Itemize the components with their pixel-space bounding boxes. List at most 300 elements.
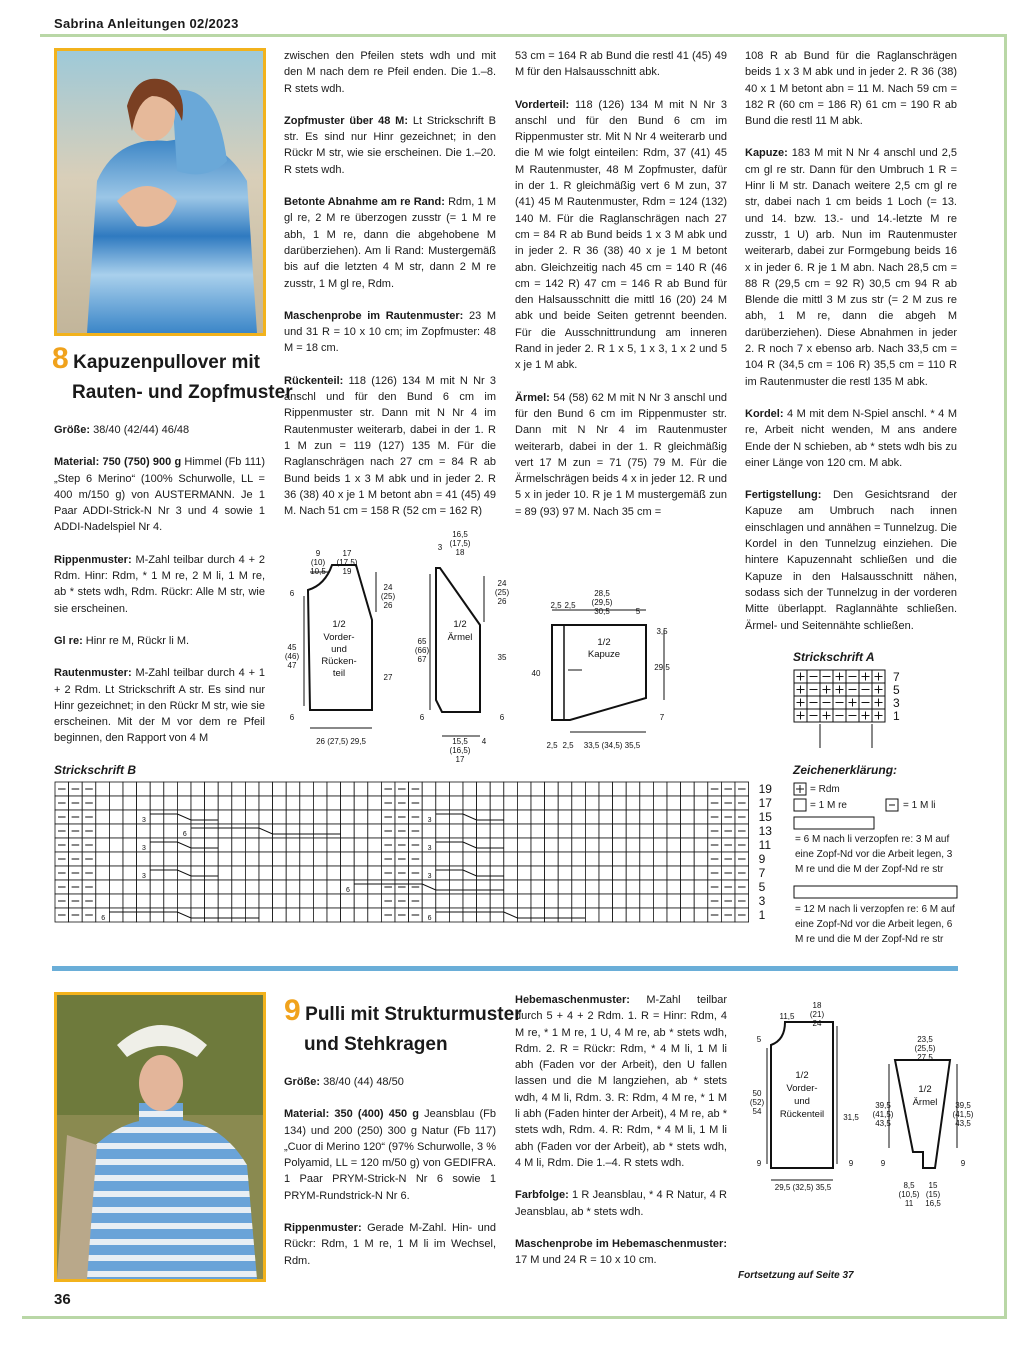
chart-b-cell bbox=[69, 880, 83, 894]
chart-b-cell bbox=[640, 796, 654, 810]
chart-b-cell bbox=[599, 852, 613, 866]
chart-b-cell bbox=[708, 908, 722, 922]
chart-b-cell bbox=[409, 894, 423, 908]
chart-b-cell bbox=[123, 894, 137, 908]
a8c4-paragraph bbox=[745, 48, 957, 129]
svg-text:11,5: 11,5 bbox=[779, 1012, 795, 1021]
chart-b-cell bbox=[585, 894, 599, 908]
chart-b-cell bbox=[137, 824, 151, 838]
chart-b-cell bbox=[286, 880, 300, 894]
chart-b-cell bbox=[477, 908, 491, 922]
chart-b-cell bbox=[585, 866, 599, 880]
chart-b-cell bbox=[381, 824, 395, 838]
chart-b-cell bbox=[273, 824, 287, 838]
chart-b-cell bbox=[395, 880, 409, 894]
a8c1-paragraph-text: 38/40 (42/44) 46/48 bbox=[90, 424, 190, 436]
chart-b-cell bbox=[667, 810, 681, 824]
chart-b-cell bbox=[69, 824, 83, 838]
chart-b-cell bbox=[191, 782, 205, 796]
svg-text:6: 6 bbox=[182, 831, 187, 838]
chart-b-cell bbox=[82, 810, 96, 824]
chart-b-cell bbox=[667, 824, 681, 838]
a9c1-paragraph-text: 38/40 (44) 48/50 bbox=[320, 1076, 404, 1088]
chart-b-cell bbox=[69, 810, 83, 824]
svg-text:31,5: 31,5 bbox=[843, 1113, 859, 1122]
svg-text:18: 18 bbox=[812, 1001, 822, 1010]
chart-b-cell bbox=[381, 852, 395, 866]
article-divider bbox=[52, 966, 958, 971]
chart-b-cell bbox=[477, 824, 491, 838]
chart-b-cell bbox=[273, 908, 287, 922]
chart-b-cell bbox=[681, 810, 695, 824]
chart-b-cell bbox=[613, 796, 627, 810]
svg-text:Rücken-: Rücken- bbox=[321, 656, 357, 667]
a8c2-paragraph bbox=[284, 194, 496, 292]
chart-b-cell bbox=[205, 810, 219, 824]
svg-text:und: und bbox=[331, 644, 347, 655]
chart-b-cell bbox=[96, 810, 110, 824]
a8c4-paragraph bbox=[745, 406, 957, 471]
legend-mli: = 1 M li bbox=[903, 800, 936, 811]
chart-a-cell bbox=[820, 709, 833, 722]
svg-text:(15): (15) bbox=[925, 1190, 941, 1199]
chart-b-cell bbox=[572, 782, 586, 796]
chart-b-cell bbox=[137, 852, 151, 866]
a8c2-paragraph-label: Zopfmuster über 48 M: bbox=[284, 114, 409, 127]
chart-b-cell bbox=[490, 880, 504, 894]
chart-b-cell bbox=[572, 810, 586, 824]
svg-text:2,5: 2,5 bbox=[546, 741, 558, 750]
chart-b-cell bbox=[341, 838, 355, 852]
chart-b-cell bbox=[177, 782, 191, 796]
chart-b-cell bbox=[137, 880, 151, 894]
a8c1-paragraph-text: M-Zahl teilbar durch 4 + 2 Rdm. Hinr: Rdm, * 1 M re, 2 M li, 1 M re, ab * stets wdh, Rdm. Rückr: Alle M str, wie sie erscheinen. bbox=[54, 553, 265, 615]
chart-b-cell bbox=[599, 894, 613, 908]
chart-b-cell bbox=[205, 824, 219, 838]
chart-b-cell bbox=[436, 796, 450, 810]
svg-text:5: 5 bbox=[635, 607, 641, 616]
chart-b-cell bbox=[409, 810, 423, 824]
chart-b-cell bbox=[490, 866, 504, 880]
chart-b-cell bbox=[721, 838, 735, 852]
chart-b-cell bbox=[55, 782, 69, 796]
chart-b-cell bbox=[381, 866, 395, 880]
chart-b-cell bbox=[409, 908, 423, 922]
svg-text:24: 24 bbox=[812, 1019, 822, 1028]
magazine-header: Sabrina Anleitungen 02/2023 bbox=[54, 16, 239, 31]
chart-b-cell bbox=[245, 796, 259, 810]
chart-b-cell bbox=[626, 852, 640, 866]
chart-b-cell bbox=[137, 894, 151, 908]
chart-b-cell bbox=[667, 908, 681, 922]
chart-b-cell bbox=[69, 866, 83, 880]
chart-b-cell bbox=[558, 852, 572, 866]
chart-b-cell bbox=[653, 866, 667, 880]
chart-b-cell bbox=[599, 810, 613, 824]
svg-text:(17,5): (17,5) bbox=[336, 558, 358, 567]
chart-b-cell bbox=[436, 852, 450, 866]
svg-text:3: 3 bbox=[142, 817, 146, 824]
chart-b-cell bbox=[286, 894, 300, 908]
chart-b-cell bbox=[585, 908, 599, 922]
chart-b-cell bbox=[82, 894, 96, 908]
chart-b-cell bbox=[721, 894, 735, 908]
chart-b-cell bbox=[735, 894, 749, 908]
chart-b-cell bbox=[531, 796, 545, 810]
chart-b-cell bbox=[123, 866, 137, 880]
chart-b-cell bbox=[422, 796, 436, 810]
chart-b-cell bbox=[300, 852, 314, 866]
chart-b-cell bbox=[721, 852, 735, 866]
chart-b-cell bbox=[232, 796, 246, 810]
chart-b-cell bbox=[490, 838, 504, 852]
strickschrift-b-title: Strickschrift B bbox=[54, 763, 137, 777]
a9c1-paragraph-text: Jeansblau (Fb 134) und 200 (250) 300 g Natur (Fb 117) „Cuor di Merino 120“ (97% Schurwolle, 3 % Polyamid, LL = 120 m/50 g) von GEDIFRA. 1 Paar PRYM-Strick-N Nr 6 sowie 1 PRYM-Rundstrick-N Nr 6. bbox=[284, 1108, 496, 1202]
chart-b-cell bbox=[694, 908, 708, 922]
chart-b-cell bbox=[653, 810, 667, 824]
svg-text:28,5: 28,5 bbox=[594, 589, 610, 598]
chart-b-cell bbox=[735, 866, 749, 880]
chart-b-cell bbox=[109, 880, 123, 894]
chart-b-cell bbox=[463, 894, 477, 908]
chart-b-cell bbox=[96, 824, 110, 838]
chart-b-cell bbox=[123, 880, 137, 894]
chart-b-cell bbox=[300, 782, 314, 796]
svg-text:9: 9 bbox=[756, 1159, 762, 1168]
chart-b-cell bbox=[449, 838, 463, 852]
chart-b-cell bbox=[477, 894, 491, 908]
chart-a-cell bbox=[872, 709, 885, 722]
chart-b-cell bbox=[205, 908, 219, 922]
a8c4-paragraph-label: Kapuze: bbox=[745, 147, 788, 160]
svg-text:65: 65 bbox=[417, 637, 427, 646]
svg-text:15,5: 15,5 bbox=[452, 737, 468, 746]
chart-b-cell bbox=[69, 782, 83, 796]
chart-b-cell bbox=[572, 894, 586, 908]
chart-b-cell bbox=[653, 908, 667, 922]
chart-b-cell bbox=[218, 852, 232, 866]
chart-b-cell bbox=[409, 838, 423, 852]
chart-b-cell bbox=[694, 796, 708, 810]
a9c2-paragraph-label: Farbfolge: bbox=[515, 1189, 569, 1202]
chart-b-cell bbox=[531, 908, 545, 922]
chart-b-cell bbox=[558, 782, 572, 796]
svg-text:6: 6 bbox=[427, 915, 432, 922]
chart-b-cell bbox=[82, 796, 96, 810]
chart-b-cell bbox=[286, 852, 300, 866]
svg-text:3: 3 bbox=[427, 873, 432, 880]
chart-b-cell bbox=[327, 810, 341, 824]
page-number: 36 bbox=[54, 1291, 71, 1308]
chart-a-cell bbox=[794, 683, 807, 696]
chart-b-cell bbox=[55, 908, 69, 922]
a8c2-paragraph-label: Betonte Abnahme am re Rand: bbox=[284, 196, 445, 209]
chart-b-cell bbox=[640, 824, 654, 838]
chart-b-cell bbox=[109, 866, 123, 880]
chart-b-cell bbox=[177, 796, 191, 810]
legend-cable-12: = 12 M nach li verzopfen re: 6 M auf eine Zopf-Nd vor die Arbeit legen, 6 M re und die M der Zopf-Nd re str bbox=[795, 904, 955, 945]
chart-b-cell bbox=[626, 838, 640, 852]
chart-b-cell bbox=[708, 810, 722, 824]
chart-b-cell bbox=[245, 838, 259, 852]
chart-b-cell bbox=[694, 810, 708, 824]
chart-b-cell bbox=[653, 824, 667, 838]
svg-text:2,5: 2,5 bbox=[564, 601, 576, 610]
svg-text:27,5: 27,5 bbox=[917, 1053, 933, 1062]
a9c1-paragraph-label: Größe: bbox=[284, 1076, 321, 1088]
svg-text:40: 40 bbox=[531, 669, 541, 678]
chart-b-cell bbox=[313, 866, 327, 880]
svg-text:54: 54 bbox=[752, 1107, 762, 1116]
chart-b-cell bbox=[708, 880, 722, 894]
svg-text:3,5: 3,5 bbox=[656, 627, 668, 636]
svg-text:43,5: 43,5 bbox=[955, 1119, 971, 1128]
chart-b-cell bbox=[55, 838, 69, 852]
chart-b-cell bbox=[721, 782, 735, 796]
chart-b-cell bbox=[164, 782, 178, 796]
chart-b-cell bbox=[490, 824, 504, 838]
chart-b-cell bbox=[640, 852, 654, 866]
chart-b-cell bbox=[218, 810, 232, 824]
chart-b-cell bbox=[613, 810, 627, 824]
chart-b-cell bbox=[232, 880, 246, 894]
chart-b-cell bbox=[55, 824, 69, 838]
chart-b-cell bbox=[150, 852, 164, 866]
chart-b-cell bbox=[517, 824, 531, 838]
chart-b-cell bbox=[273, 852, 287, 866]
chart-b-cell bbox=[109, 894, 123, 908]
svg-text:29,5 (32,5) 35,5: 29,5 (32,5) 35,5 bbox=[774, 1183, 832, 1192]
chart-b-cell bbox=[436, 880, 450, 894]
legend-mre: = 1 M re bbox=[810, 800, 847, 811]
chart-b-cell bbox=[504, 838, 518, 852]
chart-b-cell bbox=[667, 782, 681, 796]
svg-text:35: 35 bbox=[497, 653, 507, 662]
a8c2-paragraph-label: Rückenteil: bbox=[284, 374, 344, 387]
chart-b-cell bbox=[613, 866, 627, 880]
svg-text:(29,5): (29,5) bbox=[591, 598, 613, 607]
chart-b-cell bbox=[640, 894, 654, 908]
chart-a-cell bbox=[820, 696, 833, 709]
chart-b-cell bbox=[245, 852, 259, 866]
svg-text:Vorder-: Vorder- bbox=[786, 1083, 818, 1094]
chart-b-cell bbox=[354, 824, 368, 838]
chart-b-cell bbox=[626, 824, 640, 838]
chart-a-cell bbox=[859, 683, 872, 696]
article-9-title bbox=[284, 994, 522, 1056]
svg-text:(25,5): (25,5) bbox=[914, 1044, 936, 1053]
a8c1-paragraph-text: M-Zahl teilbar durch 4 + 1 + 2 Rdm. Lt Strickschrift A str. Es sind nur Hinr gezeichnet; in den Rückr M str, wie sie erscheinen. Mit der M vor dem re Pfeil beginnen, den Rapport von 4 M bbox=[54, 667, 265, 745]
svg-text:(46): (46) bbox=[284, 652, 300, 661]
chart-b-cell bbox=[313, 880, 327, 894]
chart-b-cell bbox=[613, 824, 627, 838]
chart-b-cell bbox=[626, 782, 640, 796]
chart-a-cell bbox=[833, 670, 846, 683]
chart-b-cell bbox=[232, 908, 246, 922]
chart-b-cell bbox=[558, 824, 572, 838]
photo-striped-pullover bbox=[54, 992, 266, 1282]
chart-b-cell bbox=[545, 796, 559, 810]
chart-b-cell bbox=[123, 852, 137, 866]
chart-b-cell bbox=[109, 796, 123, 810]
chart-b-cell bbox=[55, 796, 69, 810]
chart-b-cell bbox=[708, 894, 722, 908]
chart-b-cell bbox=[422, 894, 436, 908]
chart-a-cell bbox=[859, 709, 872, 722]
a8c2-paragraph-text: 118 (126) 134 M mit N Nr 3 anschl und für den Bund 6 cm im Rippenmuster str. Dann mit N Nr 4 im Rautenmuster weiterarb, dabei in der 1. R 1 M zun = 119 (127) 135 M. Für die Raglanschrägen nach 27 cm = 84 R ab Bund beids 1 x 3 M abk und in jeder 2. R 36 (38) 40 x je 1 M betont abn = 41 (45) 49 M. Nach 51 cm = 158 R (52 cm = 162 R) bbox=[284, 374, 496, 518]
chart-b-cell bbox=[354, 838, 368, 852]
chart-b-cell bbox=[545, 838, 559, 852]
chart-b-cell bbox=[300, 866, 314, 880]
chart-b-cell bbox=[232, 838, 246, 852]
chart-b-cell bbox=[150, 894, 164, 908]
article-9-title-line1: Pulli mit Strukturmuster bbox=[305, 1004, 522, 1025]
a8c4-paragraph-label: Fertigstellung: bbox=[745, 489, 822, 502]
a9c1-paragraph-label: Material: 350 (400) 450 g bbox=[284, 1108, 420, 1121]
svg-text:Vorder-: Vorder- bbox=[323, 632, 355, 643]
chart-b-cell bbox=[640, 866, 654, 880]
a8c4-paragraph-label: Kordel: bbox=[745, 407, 784, 420]
article-9-schematics bbox=[745, 1000, 985, 1215]
chart-b-cell bbox=[327, 894, 341, 908]
chart-b-cell bbox=[82, 838, 96, 852]
chart-b-cell bbox=[273, 866, 287, 880]
chart-b-cell bbox=[164, 838, 178, 852]
chart-b-cell bbox=[82, 782, 96, 796]
chart-b-cell bbox=[694, 866, 708, 880]
chart-b-cell bbox=[531, 852, 545, 866]
chart-b-cell bbox=[558, 894, 572, 908]
chart-b-cell bbox=[449, 852, 463, 866]
chart-b-cell bbox=[313, 810, 327, 824]
article-9-column-1 bbox=[284, 1074, 496, 1285]
svg-text:24: 24 bbox=[383, 583, 393, 592]
chart-b-cell bbox=[477, 880, 491, 894]
chart-b-cell bbox=[273, 880, 287, 894]
chart-b-cell bbox=[381, 894, 395, 908]
chart-b-cell bbox=[313, 796, 327, 810]
chart-a-cell bbox=[872, 696, 885, 709]
chart-b-cell bbox=[409, 880, 423, 894]
chart-b-cell bbox=[164, 852, 178, 866]
a9c1-paragraph bbox=[284, 1074, 496, 1090]
a9c2-paragraph bbox=[515, 992, 727, 1171]
chart-b-cell bbox=[381, 796, 395, 810]
a8c4-paragraph-text: 4 M mit dem N-Spiel anschl. * 4 M re, Arbeit nicht wenden, M ans andere Ende der N schieben, ab * stets wdh bis zu einer Länge von 120 cm. M abk. bbox=[745, 407, 957, 469]
chart-b-cell bbox=[273, 782, 287, 796]
chart-b-cell bbox=[368, 866, 382, 880]
chart-a-cell bbox=[846, 709, 859, 722]
chart-b-cell bbox=[681, 824, 695, 838]
chart-b-cell bbox=[449, 810, 463, 824]
chart-b-cell bbox=[694, 880, 708, 894]
chart-b-cell bbox=[191, 866, 205, 880]
chart-a-cell bbox=[807, 670, 820, 683]
chart-b-cell bbox=[395, 824, 409, 838]
a8c1-paragraph-label: Gl re: bbox=[54, 634, 83, 647]
chart-b-cell bbox=[585, 796, 599, 810]
chart-b-cell bbox=[164, 866, 178, 880]
chart-b-cell bbox=[273, 796, 287, 810]
chart-b-cell bbox=[504, 866, 518, 880]
chart-a-row-label: 7 bbox=[893, 670, 900, 684]
chart-b-cell bbox=[545, 894, 559, 908]
chart-b-cell bbox=[490, 908, 504, 922]
chart-b-cell bbox=[109, 824, 123, 838]
chart-b-cell bbox=[653, 782, 667, 796]
chart-b-cell bbox=[735, 838, 749, 852]
svg-text:1/2: 1/2 bbox=[597, 637, 611, 648]
chart-a-cell bbox=[846, 683, 859, 696]
legend-title: Zeichenerklärung: bbox=[793, 763, 898, 777]
chart-a-cell bbox=[872, 683, 885, 696]
chart-b-cell bbox=[368, 908, 382, 922]
svg-text:23,5: 23,5 bbox=[917, 1035, 933, 1044]
svg-text:27: 27 bbox=[383, 673, 393, 682]
chart-a-cell bbox=[794, 709, 807, 722]
chart-b-cell bbox=[477, 796, 491, 810]
svg-text:17: 17 bbox=[342, 549, 352, 558]
chart-a-cell bbox=[820, 670, 833, 683]
svg-text:3: 3 bbox=[142, 845, 146, 852]
chart-b-cell bbox=[123, 782, 137, 796]
chart-b-cell bbox=[626, 880, 640, 894]
chart-b-cell bbox=[545, 908, 559, 922]
chart-b-cell bbox=[327, 838, 341, 852]
a8c2-paragraph-text: Lt Strickschrift B str. Es sind nur Hinr gezeichnet; in den Rückr M str, wie sie erscheinen. Die 1.–20. R stets wdh. bbox=[284, 114, 496, 176]
svg-text:(17,5): (17,5) bbox=[449, 539, 471, 548]
chart-b-cell bbox=[531, 782, 545, 796]
svg-text:10,5: 10,5 bbox=[310, 567, 326, 576]
svg-text:(41,5): (41,5) bbox=[872, 1110, 894, 1119]
chart-b-cell bbox=[721, 824, 735, 838]
article-8-column-3 bbox=[515, 48, 727, 536]
chart-b-cell bbox=[313, 824, 327, 838]
a8c1-paragraph bbox=[54, 552, 265, 617]
chart-b-cell bbox=[354, 880, 368, 894]
chart-b-cell bbox=[313, 838, 327, 852]
chart-b-cell bbox=[259, 810, 273, 824]
a8c3-paragraph-text: 54 (58) 62 M mit N Nr 3 anschl und für den Bund 6 cm im Rippenmuster str. Dann mit N Nr 4 im Rautenmuster weiterarb, dabei in der 1. R gleichmäßig vert 17 M zun = 71 (75) 79 M. Für die Ärmelschrägen beids 4 x in jeder 12. R und 5 x in jeder 10. R je 1 M mustergemäß zun = 89 (93) 97 M. Nach 35 cm = bbox=[515, 391, 727, 518]
chart-b-cell bbox=[504, 824, 518, 838]
chart-b-cell bbox=[735, 880, 749, 894]
chart-b-cell bbox=[191, 852, 205, 866]
chart-b-cell bbox=[517, 782, 531, 796]
chart-b-cell bbox=[653, 838, 667, 852]
chart-b-cell bbox=[381, 782, 395, 796]
a8c1-paragraph bbox=[54, 633, 265, 649]
chart-b-cell bbox=[531, 824, 545, 838]
chart-b-cell bbox=[599, 866, 613, 880]
chart-b-cell bbox=[300, 894, 314, 908]
chart-b-cell bbox=[137, 782, 151, 796]
chart-b-cell bbox=[69, 852, 83, 866]
chart-b-cell bbox=[137, 908, 151, 922]
chart-b-cell bbox=[313, 894, 327, 908]
chart-b-cell bbox=[504, 880, 518, 894]
svg-text:39,5: 39,5 bbox=[875, 1101, 891, 1110]
chart-b-cell bbox=[354, 810, 368, 824]
chart-b-cell bbox=[490, 852, 504, 866]
a9c2-paragraph bbox=[515, 1236, 727, 1269]
chart-b-cell bbox=[286, 824, 300, 838]
page-frame-top bbox=[40, 34, 1004, 37]
chart-b-cell bbox=[422, 852, 436, 866]
chart-b-cell bbox=[626, 894, 640, 908]
chart-b-cell bbox=[55, 866, 69, 880]
chart-b-cell bbox=[667, 838, 681, 852]
a9c2-paragraph-text: 17 M und 24 R = 10 x 10 cm. bbox=[515, 1254, 657, 1267]
